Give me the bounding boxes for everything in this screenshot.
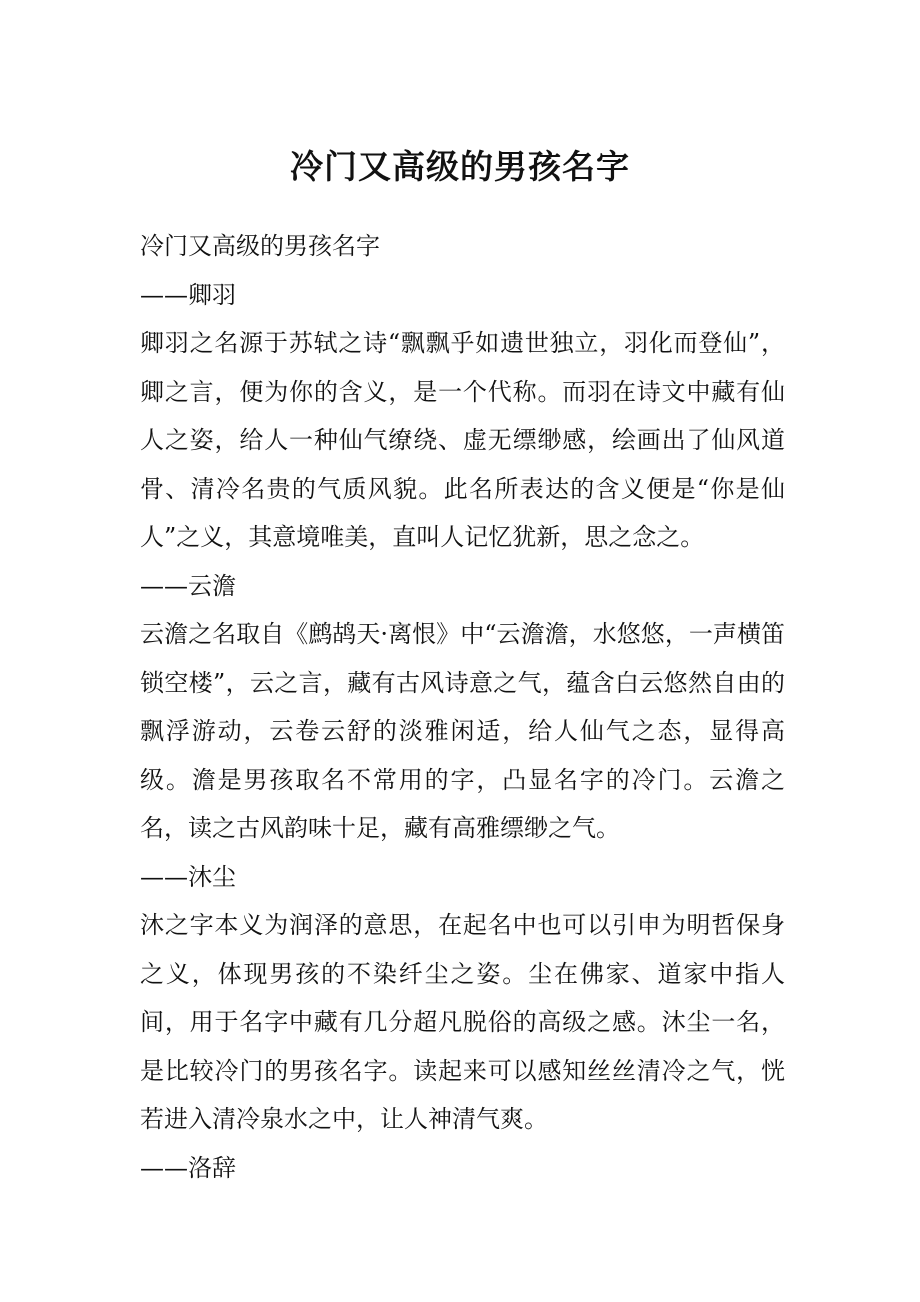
section-heading-muchen: ——沐尘 [140,862,236,891]
section-heading-qingyu: ——卿羽 [140,280,236,309]
document-body [140,222,785,1192]
document-title: 冷门又高级的男孩名字 [290,147,630,186]
section-text-yundan: 云澹之名取自《鹧鸪天·离恨》中“云澹澹，水悠悠，一声横笛锁空楼”，云之言，藏有古风诗意之气，蕴含白云悠然自由的飘浮游动，云卷云舒的淡雅闲适，给人仙气之态，显得高级。澹是男孩取名不常用的字，凸显名字的冷门。云澹之名，读之古风韵味十足，藏有高雅缥缈之气。 [140,620,785,842]
section-heading-yundan: ——云澹 [140,571,236,600]
section-text-qingyu: 卿羽之名源于苏轼之诗“飘飘乎如遗世独立，羽化而登仙”，卿之言，便为你的含义，是一个代称。而羽在诗文中藏有仙人之姿，给人一种仙气缭绕、虚无缥缈感，绘画出了仙风道骨、清冷名贵的气质风貌。此名所表达的含义便是“你是仙人”之义，其意境唯美，直叫人记忆犹新，思之念之。 [140,329,785,551]
section-text-muchen: 沐之字本义为润泽的意思，在起名中也可以引申为明哲保身之义，体现男孩的不染纤尘之姿。尘在佛家、道家中指人间，用于名字中藏有几分超凡脱俗的高级之感。沐尘一名，是比较冷门的男孩名字。读起来可以感知丝丝清冷之气，恍若进入清冷泉水之中，让人神清气爽。 [140,911,785,1133]
document-subtitle: 冷门又高级的男孩名字 [140,232,380,260]
section-heading-luoci: ——洛辞 [140,1153,236,1182]
